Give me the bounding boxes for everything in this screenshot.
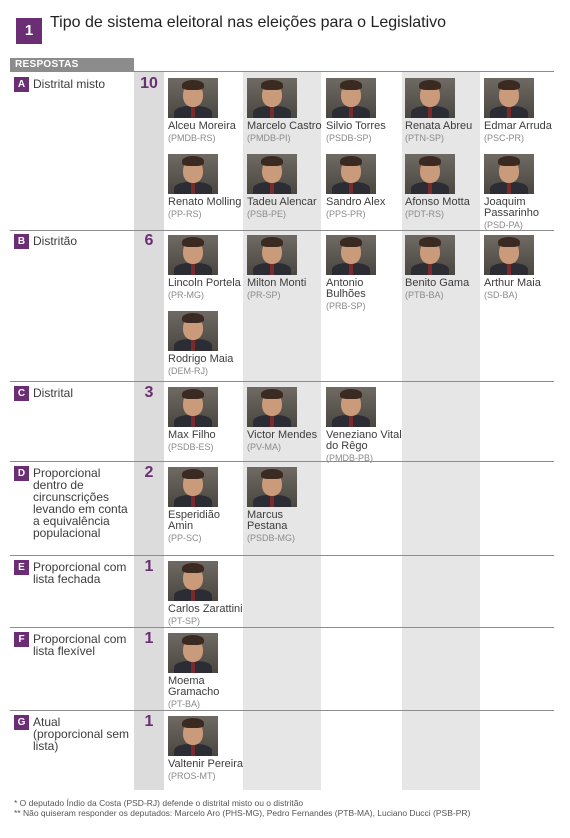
deputy-party: (PR-MG) [168,290,204,300]
deputy-card [482,154,560,230]
deputy-photo [168,311,218,351]
photo-tie [507,183,511,194]
option-count: 1 [144,630,154,647]
deputy-photo [326,387,376,427]
deputy-photo [484,78,534,118]
deputy-name: Lincoln Portela [168,277,241,289]
photo-tie [270,107,274,118]
row-divider [10,381,554,382]
deputy-photo [247,235,297,275]
deputy-photo [484,235,534,275]
deputy-party: (PSDB-ES) [168,442,214,452]
chart-header [10,10,560,50]
chart-title: Tipo de sistema eleitoral nas eleições para o Legislativo [50,14,447,31]
option-count: 6 [144,232,154,249]
deputy-photo [168,78,218,118]
deputy-card [166,311,244,376]
deputy-party: (PP-SC) [168,533,202,543]
deputy-photo [484,154,534,194]
photo-tie [191,662,195,673]
deputy-name: Edmar Arruda [484,120,552,132]
deputy-name: Marcelo Castro [247,120,322,132]
deputy-photo [247,154,297,194]
option-label: Atual (proporcional sem lista) [33,715,130,753]
deputy-party: (PROS-MT) [168,771,216,781]
photo-tie [428,264,432,275]
photo-hair [340,80,362,90]
deputy-name: Joaquim Passarinho [484,196,540,219]
responses-label: RESPOSTAS [15,59,79,70]
row-divider [10,461,554,462]
photo-tie [191,496,195,507]
deputy-name: Victor Mendes [247,429,318,441]
photo-hair [182,718,204,728]
deputy-party: (PSDB-SP) [326,133,372,143]
option-label: Proporcional dentro de circunscrições levando em conta a equivalência populacional [33,466,128,540]
deputy-name: Alceu Moreira [168,120,236,132]
chart-number-badge: 1 [16,18,42,44]
deputy-card [166,467,244,543]
deputy-card [166,633,244,709]
photo-tie [270,264,274,275]
photo-hair [261,389,283,399]
photo-hair [182,389,204,399]
deputy-name: Sandro Alex [326,196,386,208]
photo-hair [261,237,283,247]
option-label: Proporcional com lista flexível [33,632,127,658]
deputy-party: (PT-SP) [168,616,201,626]
option-label: Distrital misto [33,77,106,91]
deputy-party: (PPS-PR) [326,209,366,219]
deputy-party: (PT-BA) [168,699,201,709]
option-letter-badge: F [14,632,29,647]
deputy-party: (PSB-PE) [247,209,287,219]
deputy-name: Milton Monti [247,277,307,289]
deputy-name: Valtenir Pereira [168,758,243,770]
responses-header [10,58,134,72]
photo-hair [419,156,441,166]
option-count: 1 [144,558,154,575]
option-label: Distrital [33,386,74,400]
photo-tie [428,107,432,118]
deputy-photo [168,633,218,673]
photo-hair [261,156,283,166]
deputy-card [324,235,402,311]
photo-tie [191,264,195,275]
photo-tie [191,340,195,351]
deputy-name: Renato Molling [168,196,242,208]
deputy-card [166,154,244,219]
photo-tie [507,264,511,275]
deputy-party: (PTN-SP) [405,133,444,143]
photo-tie [349,107,353,118]
deputy-party: (PMDB-RS) [168,133,216,143]
deputy-party: (PP-RS) [168,209,202,219]
photo-tie [349,416,353,427]
option-count: 2 [144,464,154,481]
option-count: 3 [144,384,154,401]
deputy-photo [326,78,376,118]
footnote: * O deputado Índio da Costa (PSD-RJ) defende o distrital misto ou o distritão [14,798,304,808]
photo-hair [182,80,204,90]
deputy-name: Benito Gama [405,277,470,289]
photo-tie [270,496,274,507]
option-letter-badge: B [14,234,29,249]
photo-hair [182,313,204,323]
photo-hair [261,469,283,479]
deputy-name: Renata Abreu [405,120,473,132]
option-letter-badge: C [14,386,29,401]
deputy-card [245,78,323,143]
deputy-card [482,78,560,143]
deputy-party: (PSDB-MG) [247,533,295,543]
deputy-name: Marcus Pestana [247,509,288,532]
photo-tie [191,416,195,427]
deputy-name: Veneziano Vital do Rêgo [326,429,402,452]
option-letter-badge: A [14,77,29,92]
deputy-card [403,235,481,300]
photo-hair [340,237,362,247]
deputy-photo [405,154,455,194]
photo-tie [191,745,195,756]
deputy-name: Tadeu Alencar [247,196,317,208]
deputy-party: (PR-SP) [247,290,281,300]
row-divider [10,555,554,556]
deputy-card [245,387,323,452]
deputy-party: (SD-BA) [484,290,518,300]
deputy-party: (PMDB-PB) [326,453,373,463]
deputy-party: (PRB-SP) [326,301,366,311]
deputy-photo [168,467,218,507]
photo-hair [182,563,204,573]
deputy-photo [247,78,297,118]
photo-hair [182,156,204,166]
deputy-name: Arthur Maia [484,277,541,289]
photo-tie [191,183,195,194]
option-letter-badge: E [14,560,29,575]
photo-hair [498,237,520,247]
deputy-photo [247,387,297,427]
deputy-card [403,78,481,143]
deputy-photo [405,78,455,118]
deputy-card [166,716,244,781]
deputy-card [166,78,244,143]
option-count: 10 [140,75,158,92]
photo-hair [498,80,520,90]
deputy-party: (PMDB-PI) [247,133,291,143]
option-label: Distritão [33,234,78,248]
deputy-name: Carlos Zarattini [168,603,243,615]
option-letter-badge: D [14,466,29,481]
deputy-card [166,235,244,300]
deputy-card [324,78,402,143]
photo-tie [507,107,511,118]
photo-tie [428,183,432,194]
deputy-photo [168,387,218,427]
deputy-name: Rodrigo Maia [168,353,234,365]
deputy-name: Moema Gramacho [168,675,220,698]
deputy-name: Esperidião Amin [168,509,220,532]
footnotes [14,798,559,818]
photo-hair [340,389,362,399]
photo-tie [270,416,274,427]
photo-hair [340,156,362,166]
photo-hair [419,237,441,247]
photo-tie [349,183,353,194]
count-column-background [134,72,164,790]
deputy-card [324,154,402,219]
deputy-card [166,387,244,452]
option-count: 1 [144,713,154,730]
photo-hair [182,469,204,479]
deputy-party: (DEM-RJ) [168,366,208,376]
deputy-card [482,235,560,300]
deputy-name: Max Filho [168,429,216,441]
option-letter-badge: G [14,715,29,730]
deputy-photo [168,716,218,756]
photo-hair [182,237,204,247]
deputy-party: (PSD-PA) [484,220,523,230]
deputy-party: (PDT-RS) [405,209,444,219]
row-divider [10,627,554,628]
deputy-party: (PV-MA) [247,442,282,452]
deputy-photo [326,154,376,194]
deputy-name: Afonso Motta [405,196,470,208]
footnote: ** Não quiseram responder os deputados: Marcelo Aro (PHS-MG), Pedro Fernandes (PTB-MA), Luciano Ducci (PSB-PR) [14,808,471,818]
deputy-card [403,154,481,219]
deputy-card [245,154,323,219]
photo-hair [498,156,520,166]
deputy-name: Silvio Torres [326,120,386,132]
photo-hair [419,80,441,90]
option-label: Proporcional com lista fechada [33,560,127,586]
deputy-card [166,561,244,626]
deputy-photo [247,467,297,507]
photo-hair [182,635,204,645]
photo-tie [270,183,274,194]
deputy-photo [405,235,455,275]
deputy-party: (PTB-BA) [405,290,444,300]
deputy-photo [168,561,218,601]
deputy-photo [326,235,376,275]
deputy-photo [168,235,218,275]
header-divider [134,71,554,72]
deputy-card [245,467,323,543]
photo-tie [191,590,195,601]
deputy-card [245,235,323,300]
deputy-party: (PSC-PR) [484,133,524,143]
deputy-card [324,387,402,463]
photo-hair [261,80,283,90]
row-divider [10,230,554,231]
deputy-name: Antonio Bulhões [326,277,366,300]
row-divider [10,710,554,711]
photo-tie [349,264,353,275]
deputy-photo [168,154,218,194]
photo-tie [191,107,195,118]
